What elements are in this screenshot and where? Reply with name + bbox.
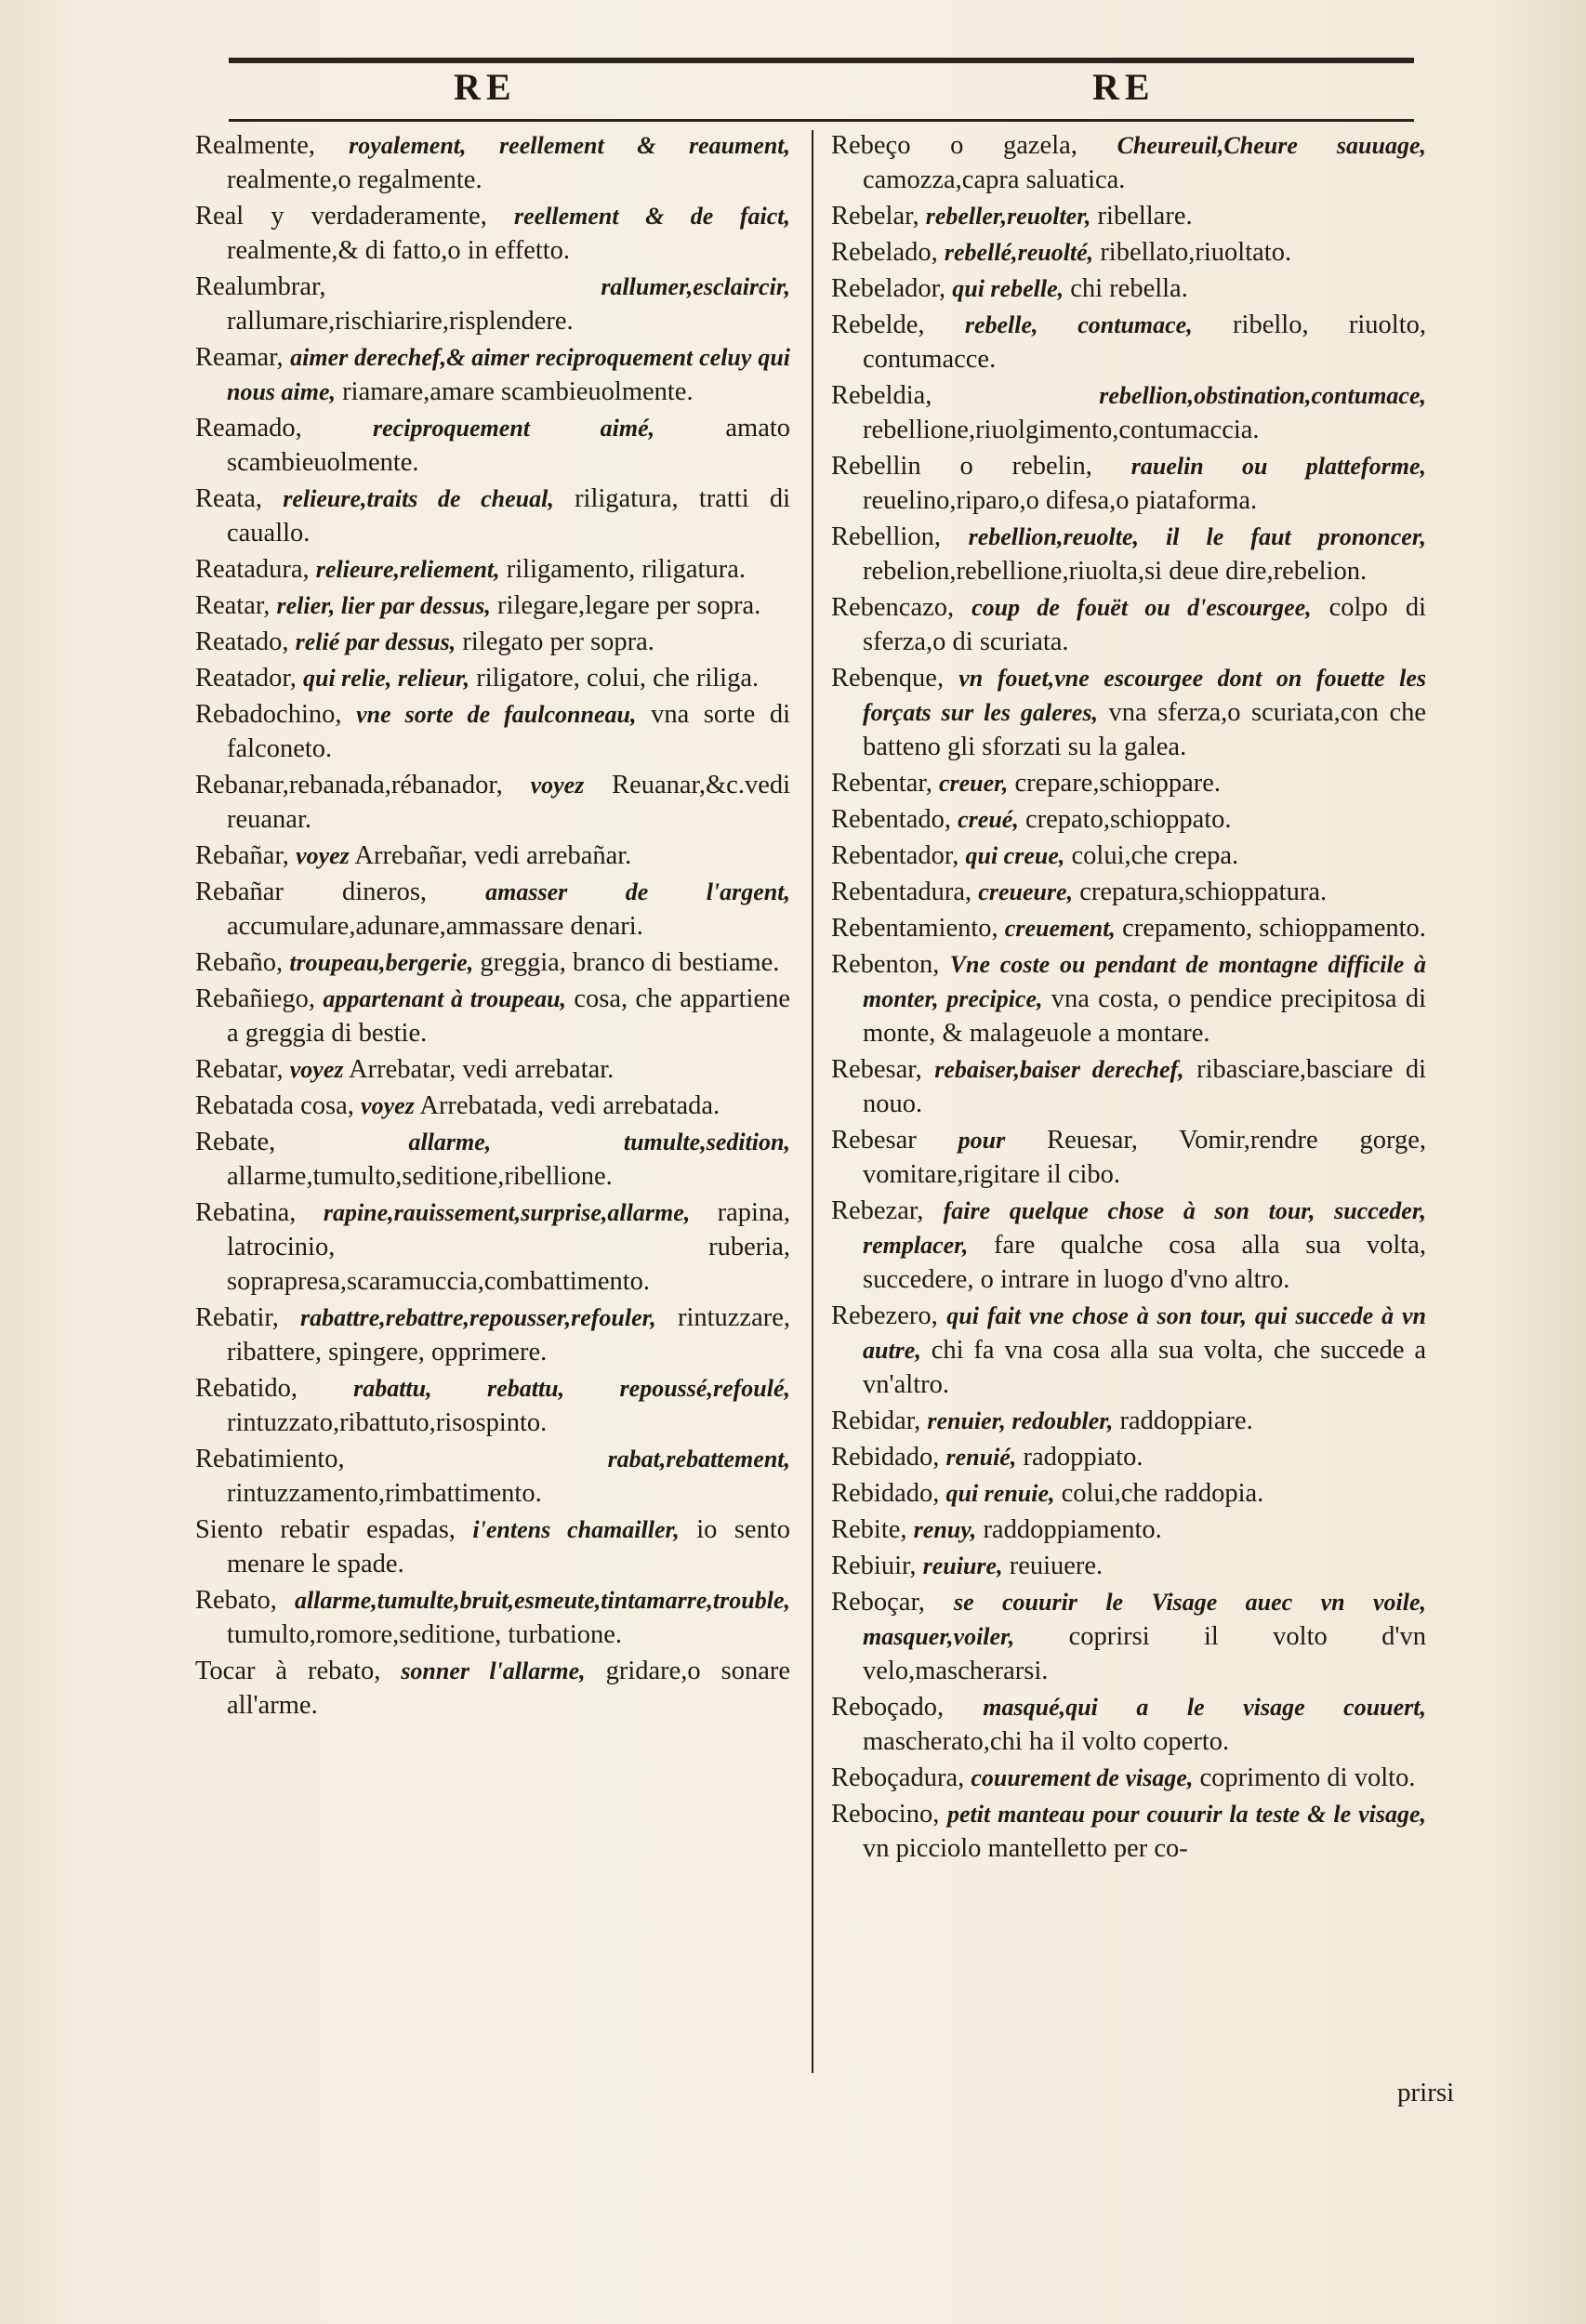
dictionary-entry bbox=[831, 1797, 1426, 1866]
entry-french: voyez bbox=[289, 1056, 344, 1083]
entry-headword: Rebentamiento, bbox=[831, 914, 998, 943]
right-column bbox=[831, 128, 1426, 1868]
entry-french: vne sorte de faulconneau, bbox=[356, 701, 637, 728]
entry-headword: Reatadura, bbox=[195, 555, 310, 584]
dictionary-entry bbox=[831, 766, 1426, 800]
entry-french: Vne coste ou pendant de montagne difficile à monter, precipice, bbox=[863, 951, 1426, 1012]
entry-headword: Siento rebatir espadas, bbox=[195, 1515, 456, 1544]
entry-italian: gridare,o sonare all'arme. bbox=[227, 1657, 790, 1720]
entry-headword: Rebellin o rebelin, bbox=[831, 452, 1092, 481]
entry-french: rabat,rebattement, bbox=[607, 1446, 790, 1472]
entry-french: pour bbox=[958, 1127, 1006, 1154]
dictionary-entry bbox=[195, 1195, 790, 1299]
entry-headword: Reboçadura, bbox=[831, 1763, 965, 1792]
entry-french: creueure, bbox=[978, 878, 1074, 905]
entry-french: amasser de l'argent, bbox=[485, 878, 790, 905]
dictionary-entry bbox=[831, 1690, 1426, 1759]
dictionary-entry bbox=[831, 1761, 1426, 1795]
entry-french: troupeau,bergerie, bbox=[289, 949, 474, 976]
dictionary-entry bbox=[831, 128, 1426, 197]
entry-headword: Rebidado, bbox=[831, 1479, 940, 1508]
entry-french: qui renuie, bbox=[945, 1480, 1055, 1507]
entry-headword: Reamar, bbox=[195, 343, 284, 372]
entry-headword: Rebenque, bbox=[831, 664, 945, 693]
dictionary-entry bbox=[195, 982, 790, 1050]
dictionary-entry bbox=[831, 1299, 1426, 1402]
entry-french: aimer derechef,& aimer reciproquement celuy qui nous aime, bbox=[227, 344, 791, 405]
dictionary-entry bbox=[195, 1125, 790, 1194]
dictionary-entry bbox=[195, 625, 790, 659]
entry-french: reciproquement aimé, bbox=[373, 415, 655, 442]
entry-french: renuier, redoubler, bbox=[927, 1407, 1114, 1434]
entry-italian: raddoppiare. bbox=[1119, 1406, 1253, 1435]
entry-italian: Arrebatar, vedi arrebatar. bbox=[349, 1055, 615, 1084]
entry-french: allarme, tumulte,sedition, bbox=[408, 1129, 790, 1155]
top-rule bbox=[229, 58, 1414, 63]
entry-italian: rebelion,rebellione,riuolta,si deue dire,rebelion. bbox=[863, 557, 1368, 586]
entry-headword: Realmente, bbox=[195, 131, 315, 160]
entry-headword: Rebatina, bbox=[195, 1198, 297, 1227]
entry-french: rauelin ou platteforme, bbox=[1130, 453, 1426, 480]
entry-french: rebeller,reuolter, bbox=[925, 203, 1091, 230]
entry-headword: Rebañiego, bbox=[195, 984, 316, 1013]
entry-french: creué, bbox=[958, 806, 1019, 833]
entry-french: coup de fouët ou d'escourgee, bbox=[971, 594, 1312, 621]
entry-italian: reuelino,riparo,o difesa,o piataforma. bbox=[863, 486, 1258, 515]
entry-headword: Rebatido, bbox=[195, 1374, 298, 1403]
entry-italian: realmente,& di fatto,o in effetto. bbox=[227, 236, 571, 265]
entry-french: faire quelque chose à son tour, succeder, remplacer, bbox=[863, 1197, 1426, 1259]
entry-italian: Reuesar, Vomir,rendre gorge, vomitare,rigitare il cibo. bbox=[863, 1126, 1427, 1189]
catchword: prirsi bbox=[1397, 2078, 1455, 2107]
entry-italian: vna sorte di falconeto. bbox=[227, 700, 791, 763]
dictionary-entry bbox=[195, 1052, 790, 1087]
entry-french: creuer, bbox=[938, 770, 1009, 797]
entry-french: allarme,tumulte,bruit,esmeute,tintamarre,trouble, bbox=[294, 1587, 790, 1614]
entry-french: relié par dessus, bbox=[295, 628, 456, 655]
dictionary-entry bbox=[831, 1512, 1426, 1547]
entry-italian: mascherato,chi ha il volto coperto. bbox=[863, 1727, 1230, 1756]
entry-headword: Rebiuir, bbox=[831, 1552, 917, 1580]
left-column bbox=[195, 128, 790, 1724]
entry-italian: realmente,o regalmente. bbox=[227, 165, 482, 194]
dictionary-entry bbox=[831, 308, 1426, 376]
entry-headword: Realumbrar, bbox=[195, 272, 326, 301]
entry-headword: Rebadochino, bbox=[195, 700, 342, 729]
entry-headword: Tocar à rebato, bbox=[195, 1657, 381, 1685]
entry-italian: vn picciolo mantelletto per co- bbox=[863, 1834, 1188, 1863]
entry-headword: Reatar, bbox=[195, 591, 271, 620]
dictionary-entry bbox=[195, 1512, 790, 1581]
dictionary-entry bbox=[831, 1404, 1426, 1438]
dictionary-entry bbox=[831, 1052, 1426, 1121]
dictionary-entry bbox=[195, 945, 790, 980]
entry-headword: Rebidado, bbox=[831, 1443, 940, 1472]
entry-italian: rintuzzato,ribattuto,risospinto. bbox=[227, 1408, 548, 1437]
entry-headword: Rebañar dineros, bbox=[195, 878, 428, 906]
dictionary-entry bbox=[195, 1654, 790, 1723]
entry-french: rebellion,reuolte, il le faut prononcer, bbox=[968, 523, 1426, 550]
entry-headword: Rebidar, bbox=[831, 1406, 921, 1435]
entry-italian: greggia, branco di bestiame. bbox=[480, 948, 780, 977]
dictionary-entry bbox=[195, 1301, 790, 1369]
dictionary-entry bbox=[831, 1123, 1426, 1192]
entry-french: rallumer,esclaircir, bbox=[601, 273, 790, 300]
entry-italian: tumulto,romore,seditione, turbatione. bbox=[227, 1620, 623, 1649]
entry-italian: amato scambieuolmente. bbox=[227, 414, 791, 477]
entry-french: rabattu, rebattu, repoussé,refoulé, bbox=[353, 1375, 790, 1402]
entry-french: voyez bbox=[530, 772, 585, 799]
entry-headword: Rebeço o gazela, bbox=[831, 131, 1077, 160]
entry-italian: riligatore, colui, che riliga. bbox=[476, 664, 760, 693]
entry-headword: Rebaño, bbox=[195, 948, 284, 977]
entry-headword: Rebezero, bbox=[831, 1301, 938, 1330]
entry-italian: allarme,tumulto,seditione,ribellione. bbox=[227, 1162, 613, 1191]
entry-headword: Rebañar, bbox=[195, 841, 289, 870]
entry-headword: Rebelador, bbox=[831, 274, 946, 303]
entry-headword: Rebato, bbox=[195, 1586, 277, 1615]
dictionary-entry bbox=[831, 1585, 1426, 1688]
entry-italian: colpo di sferza,o di scuriata. bbox=[863, 593, 1427, 656]
dictionary-entry bbox=[831, 802, 1426, 837]
entry-french: rebelle, contumace, bbox=[964, 311, 1193, 338]
entry-italian: riligamento, riligatura. bbox=[506, 555, 746, 584]
entry-italian: rilegato per sopra. bbox=[462, 627, 654, 656]
entry-french: qui relie, relieur, bbox=[302, 665, 470, 692]
entry-french: rapine,rauissement,surprise,allarme, bbox=[323, 1199, 691, 1226]
dictionary-entry bbox=[831, 947, 1426, 1050]
entry-italian: riamare,amare scambieuolmente. bbox=[342, 377, 694, 406]
entry-headword: Reatado, bbox=[195, 627, 289, 656]
dictionary-entry bbox=[831, 590, 1426, 659]
entry-italian: rintuzzare, ribattere, spingere, opprimere. bbox=[227, 1303, 790, 1367]
entry-french: qui rebelle, bbox=[952, 275, 1064, 302]
dictionary-entry bbox=[831, 661, 1426, 764]
entry-italian: cosa, che appartiene a greggia di bestie. bbox=[227, 984, 791, 1048]
entry-french: rebellion,obstination,contumace, bbox=[1099, 382, 1426, 409]
entry-french: renuié, bbox=[945, 1444, 1017, 1471]
entry-french: i'entens chamailler, bbox=[472, 1516, 680, 1543]
entry-italian: ribellare. bbox=[1097, 202, 1193, 231]
entry-french: voyez bbox=[361, 1092, 415, 1119]
dictionary-entry bbox=[195, 340, 790, 409]
entry-italian: coprirsi il volto d'vn velo,mascherarsi. bbox=[863, 1622, 1426, 1685]
dictionary-entry bbox=[195, 411, 790, 480]
dictionary-entry bbox=[831, 271, 1426, 306]
entry-headword: Rebatar, bbox=[195, 1055, 284, 1084]
entry-headword: Rebate, bbox=[195, 1128, 276, 1156]
entry-italian: rilegare,legare per sopra. bbox=[497, 591, 761, 620]
entry-headword: Rebencazo, bbox=[831, 593, 955, 622]
entry-headword: Rebatimiento, bbox=[195, 1445, 345, 1473]
entry-italian: chi rebella. bbox=[1070, 274, 1188, 303]
entry-italian: Reuanar,&c.vedi reuanar. bbox=[227, 771, 791, 834]
entry-italian: rebellione,riuolgimento,contumaccia. bbox=[863, 416, 1260, 444]
entry-headword: Rebellion, bbox=[831, 522, 941, 551]
dictionary-entry bbox=[195, 482, 790, 550]
entry-italian: radoppiato. bbox=[1023, 1443, 1143, 1472]
dictionary-entry bbox=[195, 875, 790, 944]
dictionary-entry bbox=[195, 1371, 790, 1440]
running-head-left: RE bbox=[454, 66, 517, 108]
entry-italian: camozza,capra saluatica. bbox=[863, 165, 1126, 194]
entry-french: qui creue, bbox=[965, 842, 1065, 869]
entry-headword: Rebatada cosa, bbox=[195, 1091, 354, 1120]
header-rule bbox=[229, 119, 1414, 122]
entry-italian: riligatura, tratti di cauallo. bbox=[227, 484, 791, 548]
entry-italian: crepato,schioppato. bbox=[1024, 805, 1232, 834]
entry-headword: Rebentador, bbox=[831, 841, 959, 870]
entry-french: sonner l'allarme, bbox=[401, 1657, 586, 1684]
dictionary-entry bbox=[831, 875, 1426, 909]
entry-italian: Arrebatada, vedi arrebatada. bbox=[419, 1091, 720, 1120]
entry-headword: Rebesar, bbox=[831, 1055, 922, 1084]
entry-italian: crepatura,schioppatura. bbox=[1079, 878, 1328, 906]
entry-italian: reuiuere. bbox=[1009, 1552, 1104, 1580]
entry-french: rebaiser,baiser derechef, bbox=[934, 1056, 1184, 1083]
entry-italian: raddoppiamento. bbox=[983, 1515, 1162, 1544]
dictionary-entry bbox=[831, 378, 1426, 447]
entry-headword: Rebenton, bbox=[831, 950, 940, 979]
dictionary-entry bbox=[195, 768, 790, 837]
entry-headword: Real y verdaderamente, bbox=[195, 202, 487, 231]
entry-italian: fare qualche cosa alla sua volta, succedere, o intrare in luogo d'vno altro. bbox=[863, 1231, 1426, 1294]
entry-headword: Reamado, bbox=[195, 414, 302, 442]
entry-headword: Rebelar, bbox=[831, 202, 919, 231]
dictionary-entry bbox=[195, 552, 790, 587]
dictionary-entry bbox=[195, 1583, 790, 1652]
entry-french: renuy, bbox=[913, 1516, 977, 1543]
dictionary-entry bbox=[195, 1442, 790, 1511]
entry-headword: Reboçado, bbox=[831, 1693, 945, 1722]
entry-headword: Rebocino, bbox=[831, 1800, 940, 1829]
dictionary-entry bbox=[831, 1549, 1426, 1583]
entry-headword: Rebezar, bbox=[831, 1196, 924, 1225]
entry-italian: vna costa, o pendice precipitosa di monte, & malageuole a montare. bbox=[863, 984, 1426, 1048]
entry-french: creuement, bbox=[1004, 915, 1116, 942]
entry-italian: rintuzzamento,rimbattimento. bbox=[227, 1479, 542, 1508]
column-divider bbox=[812, 130, 813, 2073]
entry-french: relieure,traits de cheual, bbox=[283, 485, 554, 512]
dictionary-entry bbox=[195, 1089, 790, 1123]
entry-italian: accumulare,adunare,ammassare denari. bbox=[227, 912, 643, 941]
entry-headword: Rebelado, bbox=[831, 238, 938, 267]
entry-french: masqué,qui a le visage couuert, bbox=[983, 1694, 1426, 1721]
entry-italian: colui,che raddopia. bbox=[1061, 1479, 1264, 1508]
dictionary-entry bbox=[831, 235, 1426, 270]
entry-french: petit manteau pour couurir la teste & le visage, bbox=[946, 1801, 1427, 1828]
entry-french: appartenant à troupeau, bbox=[323, 985, 567, 1012]
dictionary-entry bbox=[831, 911, 1426, 945]
dictionary-entry bbox=[831, 199, 1426, 233]
dictionary-entry bbox=[195, 661, 790, 695]
entry-french: couurement de visage, bbox=[971, 1764, 1194, 1791]
entry-headword: Rebentadura, bbox=[831, 878, 972, 906]
dictionary-entry bbox=[195, 838, 790, 873]
entry-headword: Reatador, bbox=[195, 664, 297, 693]
entry-french: qui fait vne chose à son tour, qui succede à vn autre, bbox=[863, 1302, 1426, 1364]
dictionary-entry bbox=[831, 838, 1426, 873]
entry-headword: Rebatir, bbox=[195, 1303, 279, 1332]
dictionary-entry bbox=[831, 520, 1426, 588]
running-head-right: RE bbox=[1092, 66, 1156, 108]
entry-headword: Rebentar, bbox=[831, 769, 932, 798]
entry-italian: crepamento, schioppamento. bbox=[1122, 914, 1426, 943]
dictionary-entry bbox=[195, 270, 790, 338]
entry-french: relieure,reliement, bbox=[315, 556, 500, 583]
dictionary-entry bbox=[831, 1476, 1426, 1511]
entry-italian: crepare,schioppare. bbox=[1014, 769, 1222, 798]
entry-headword: Rebite, bbox=[831, 1515, 907, 1544]
entry-french: vn fouet,vne escourgee dont on fouette les forçats sur les galeres, bbox=[863, 665, 1426, 726]
entry-french: reuiure, bbox=[922, 1552, 1003, 1579]
entry-headword: Rebeldia, bbox=[831, 381, 932, 410]
entry-italian: Arrebañar, vedi arrebañar. bbox=[354, 841, 632, 870]
dictionary-entry bbox=[831, 1194, 1426, 1297]
entry-french: relier, lier par dessus, bbox=[276, 592, 491, 619]
entry-italian: chi fa vna cosa alla sua volta, che succede a vn'altro. bbox=[863, 1336, 1427, 1399]
dictionary-entry bbox=[195, 128, 790, 197]
entry-italian: coprimento di volto. bbox=[1199, 1763, 1416, 1792]
entry-italian: rallumare,rischiarire,risplendere. bbox=[227, 307, 574, 336]
entry-italian: io sento menare le spade. bbox=[227, 1515, 790, 1578]
entry-headword: Reata, bbox=[195, 484, 263, 513]
entry-headword: Rebanar,rebanada,rébanador, bbox=[195, 771, 503, 799]
entry-headword: Rebentado, bbox=[831, 805, 952, 834]
entry-italian: ribellato,riuoltato. bbox=[1100, 238, 1292, 267]
entry-italian: rapina, latrocinio, ruberia, soprapresa,scaramuccia,combattimento. bbox=[227, 1198, 791, 1296]
dictionary-entry bbox=[195, 588, 790, 623]
entry-french: voyez bbox=[296, 842, 350, 869]
dictionary-entry bbox=[831, 1440, 1426, 1474]
entry-french: rabattre,rebattre,repousser,refouler, bbox=[300, 1304, 656, 1331]
entry-french: reellement & de faict, bbox=[513, 203, 790, 230]
entry-italian: colui,che crepa. bbox=[1071, 841, 1239, 870]
entry-italian: ribasciare,basciare di nouo. bbox=[863, 1055, 1426, 1118]
entry-french: se couurir le Visage auec vn voile, masquer,voiler, bbox=[863, 1589, 1426, 1650]
entry-headword: Rebesar bbox=[831, 1126, 917, 1155]
entry-italian: ribello, riuolto, contumacce. bbox=[863, 310, 1427, 374]
dictionary-entry bbox=[195, 697, 790, 766]
entry-french: royalement, reellement & reaument, bbox=[349, 132, 791, 159]
entry-italian: vna sferza,o scuriata,con che batteno gli sforzati su la galea. bbox=[863, 698, 1426, 761]
entry-headword: Reboçar, bbox=[831, 1588, 925, 1617]
dictionary-entry bbox=[831, 449, 1426, 518]
entry-french: Cheureuil,Cheure sauuage, bbox=[1117, 132, 1426, 159]
entry-headword: Rebelde, bbox=[831, 310, 925, 339]
dictionary-entry bbox=[195, 199, 790, 268]
entry-french: rebellé,reuolté, bbox=[944, 239, 1094, 266]
